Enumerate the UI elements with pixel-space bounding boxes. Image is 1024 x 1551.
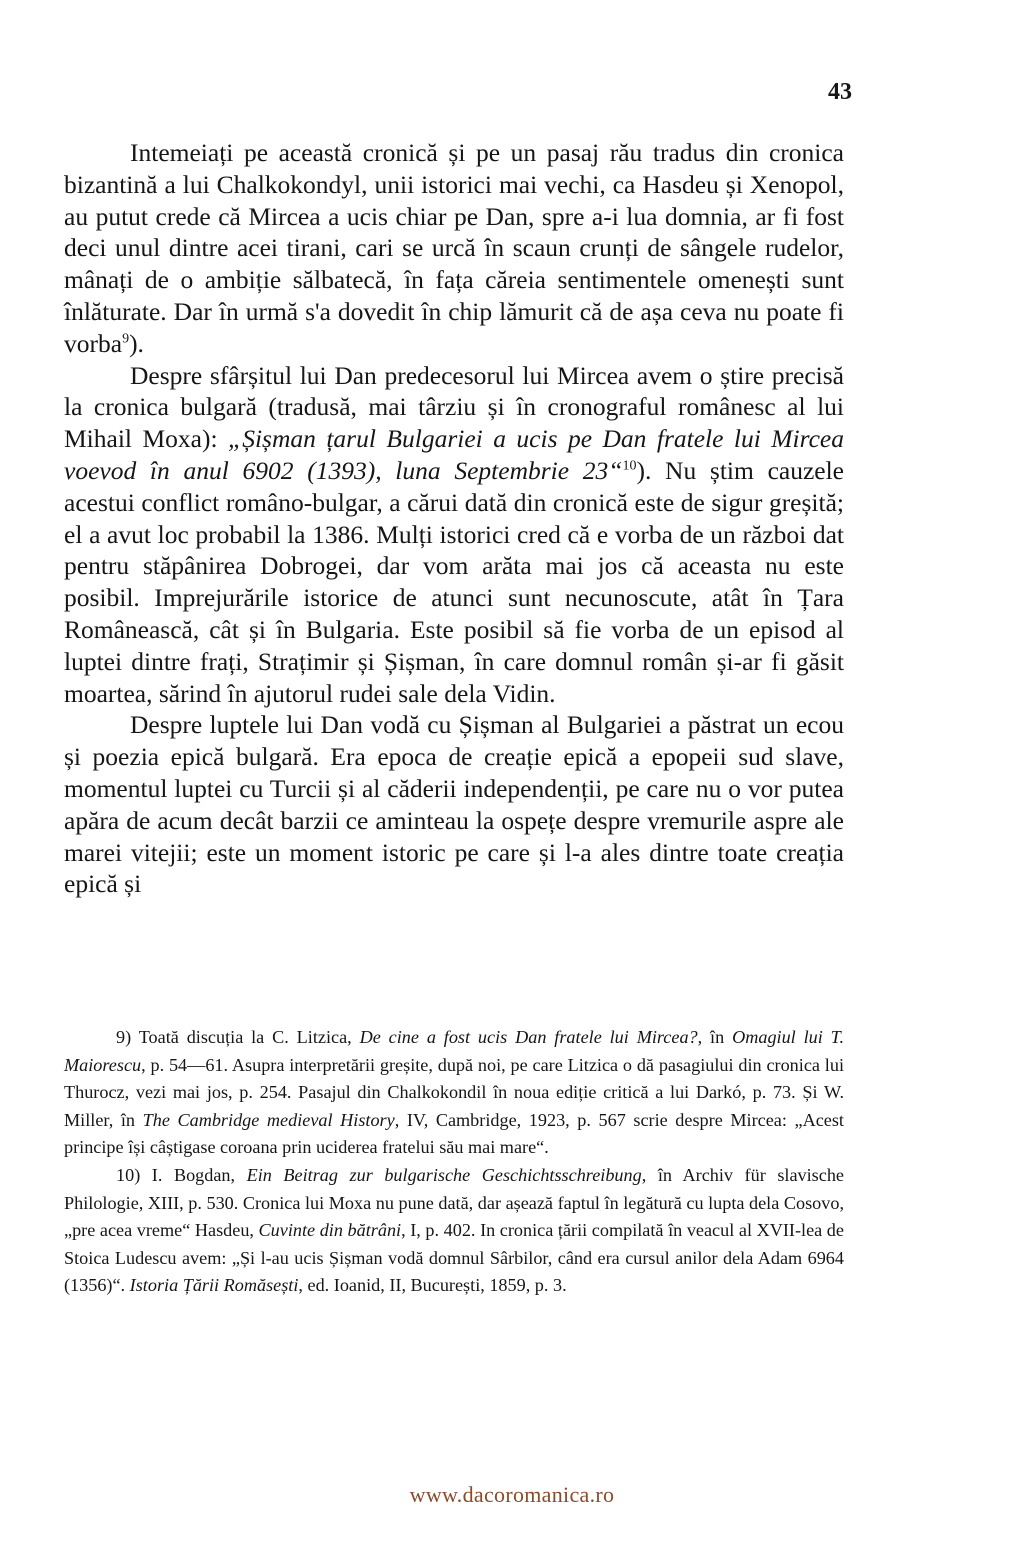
page-number: 43	[828, 79, 852, 105]
paragraph-2-rest: ). Nu știm cauzele acestui conflict româno-bulgar, a cărui dată din cronică este de sigur greșită; el a avut loc probabil la 1386. Mulți istorici cred că e vorba de un război dat pentru stăpânirea Dobrogei, dar vom arăta mai jos că aceasta nu este posibil. Imprejurările istorice de atunci sunt necunoscute, atât în Țara Românească, cât și în Bulgaria. Este posibil să fie vorba de un episod al luptei dintre frați, Strațimir și Șișman, în care domnul român și-ar fi găsit moartea, sărind în ajutorul rudei sale dela Vidin.	[64, 455, 844, 708]
paragraph-1	[64, 137, 844, 360]
footnote-9-part: , IV, Cambridge, 1923, p. 567 scrie despre Mircea: „Acest principe își câștigase coroana prin uciderea fratelui său mai mare“.	[64, 1109, 844, 1158]
footnote-10-part: , în Archiv für slavische Philologie, XIII, p. 530. Cronica lui Moxa nu pune dată, dar așează faptul în legătură cu lupta dela Cosovo, „pre acea vreme“ Hasdeu,	[64, 1164, 844, 1241]
footnote-10-title: Cuvinte din bătrâni	[258, 1220, 402, 1241]
footnote-9-part: , în	[697, 1027, 733, 1047]
footer-url[interactable]: www.dacoromanica.ro	[409, 1482, 615, 1507]
paragraph-1-text: Intemeiați pe această cronică și pe un pasaj rău tradus din cronica bizantină a lui Chalkokondyl, unii istorici mai vechi, ca Hasdeu și Xenopol, au putut crede că Mircea a ucis chiar pe Dan, spre a-i lua domnia, ar fi fost deci unul dintre acei tirani, cari se urcă în scaun crunți de sângele rudelor, mânați de o ambiție sălbatecă, în fața căreia sentimentele omenești sunt înlăturate. Dar în urmă s'a dovedit în chip lămurit că de așa ceva nu poate fi vorba	[64, 138, 844, 358]
paragraph-2-text: Despre sfârșitul lui Dan predecesorul lui Mircea avem o știre precisă la cronica bulgară (tradusă, mai târziu și în cronograful românesc al lui Mihail Moxa):	[64, 360, 844, 454]
footnote-9-title: Omagiul lui T. Maiorescu	[64, 1027, 844, 1075]
footnote-10-title: Ein Beitrag zur bulgarische Geschichtsschreibung	[246, 1164, 642, 1185]
main-text	[64, 137, 844, 900]
footnote-9-part: , p. 54—61. Asupra interpretării greșite, după noi, pe care Litzica o dă pasagiului din cronica lui Thurocz, vezi mai jos, p. 254. Pasajul din Chalkokondil în noua ediție critică a lui Darkó, p. 73. Și W. Miller, în	[64, 1054, 844, 1130]
footnote-ref-10: 10	[622, 458, 637, 474]
paragraph-3-text: Despre luptele lui Dan vodă cu Șișman al Bulgariei a păstrat un ecou și poezia epică bulgară. Era epoca de creație epică a epopeii sud slave, momentul luptei cu Turcii și al căderii independenții, pe care nu o vor putea apăra de acum decât barzii ce aminteau la ospețe despre vremurile aspre ale marei vitejii; este un moment istoric pe care și l-a ales dintre toate creația epică și	[64, 710, 844, 899]
footnote-10-title: Istoria Țării Romăsești	[129, 1275, 299, 1296]
paragraph-1-end: ).	[129, 328, 144, 358]
paragraph-2	[64, 360, 844, 710]
footnote-10	[64, 1162, 844, 1300]
footnote-9-part: 9) Toată discuția la C. Litzica,	[116, 1027, 360, 1047]
footnote-9	[64, 1024, 844, 1162]
footnotes	[64, 1024, 844, 1300]
chronicle-quote: „Șișman țarul Bulgariei a ucis pe Dan fratele lui Mircea voevod în anul 6902 (1393), luna Septembrie 23“	[64, 424, 844, 485]
paragraph-3	[64, 709, 844, 900]
footnote-9-title: The Cambridge medieval History	[142, 1109, 395, 1130]
footnote-9-title: De cine a fost ucis Dan fratele lui Mircea?	[359, 1027, 698, 1047]
footnote-ref-9: 9	[122, 331, 130, 347]
footnote-10-part: , I, p. 402. In cronica țării compilată în veacul al XVII-lea de Stoica Ludescu avem: „Și l-au ucis Șișman vodă domnul Sârbilor, când era cursul anilor dela Adam 6964 (1356)“.	[64, 1220, 844, 1296]
footnote-10-part: , ed. Ioanid, II, București, 1859, p. 3.	[298, 1275, 567, 1296]
footnote-10-part: 10) I. Bogdan,	[116, 1164, 247, 1185]
